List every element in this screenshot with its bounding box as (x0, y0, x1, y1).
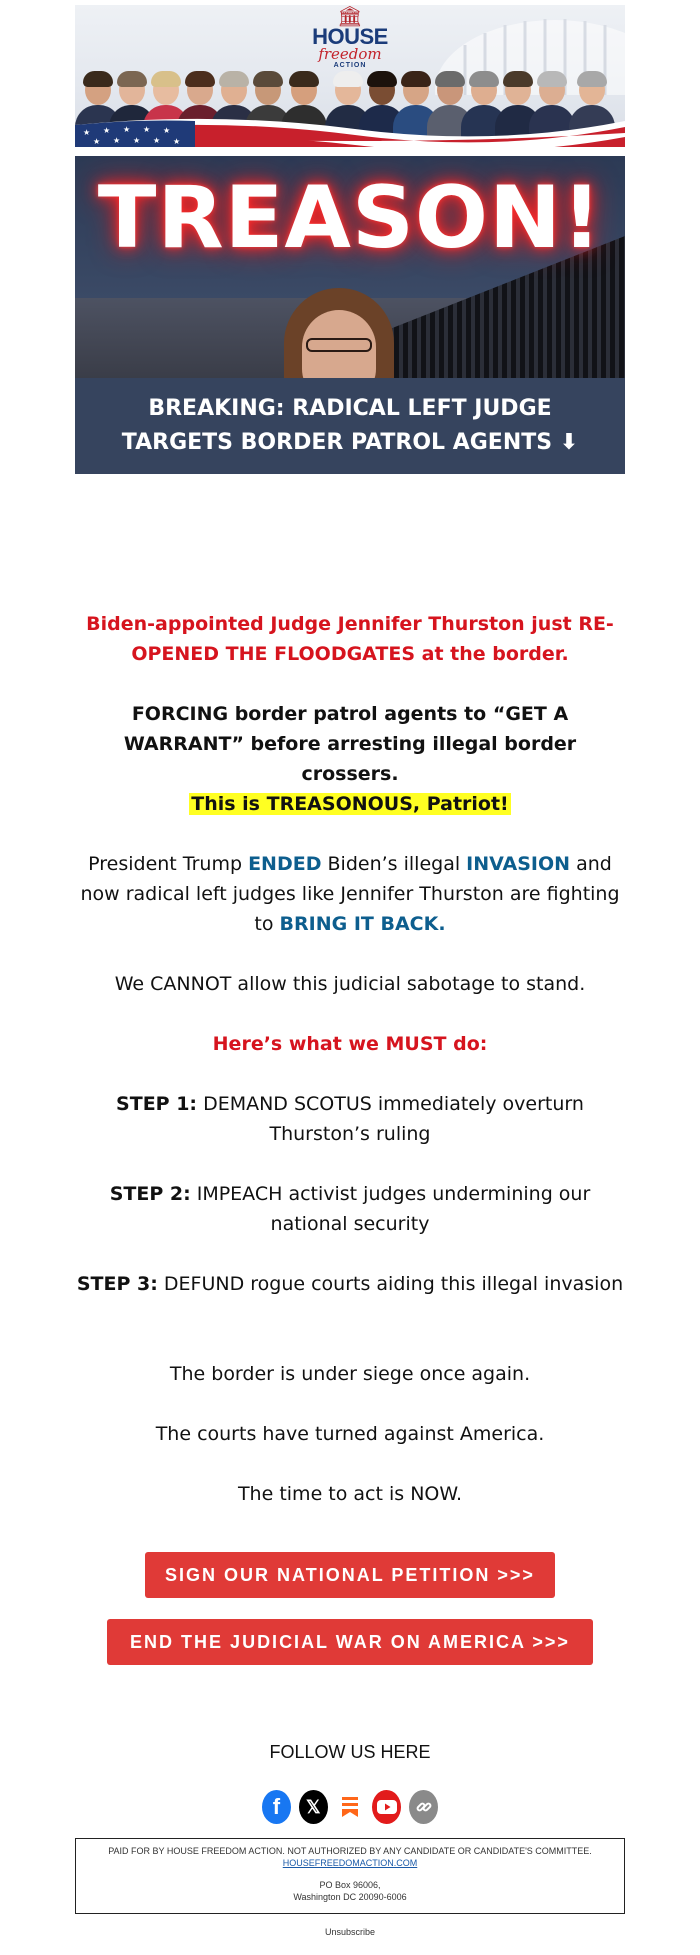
capitol-icon: 🏛 (337, 5, 363, 28)
svg-text:★: ★ (113, 136, 121, 145)
mailing-address-line1: PO Box 96006, (319, 1880, 381, 1890)
social-links (262, 1790, 438, 1824)
sabotage-paragraph: We CANNOT allow this judicial sabotage to stand. (114, 973, 586, 995)
website-link[interactable]: HOUSEFREEDOMACTION.COM (282, 1858, 418, 1868)
siege-paragraph: The border is under siege once again. (169, 1363, 531, 1385)
hero-headline: TREASON! (97, 168, 603, 268)
mailing-address-line2: Washington DC 20090-6006 (293, 1892, 407, 1902)
svg-text:★: ★ (133, 136, 141, 145)
step-2: STEP 2: IMPEACH activist judges undermining our national security (109, 1183, 591, 1235)
intro-paragraph: Biden-appointed Judge Jennifer Thurston just RE-OPENED THE FLOODGATES at the border. (86, 613, 614, 665)
act-now-paragraph: The time to act is NOW. (237, 1483, 463, 1505)
svg-text:★: ★ (153, 136, 161, 145)
svg-text:★: ★ (143, 125, 151, 134)
courts-paragraph: The courts have turned against America. (155, 1423, 545, 1445)
step-1: STEP 1: DEMAND SCOTUS immediately overturn Thurston’s ruling (116, 1093, 584, 1145)
step-3: STEP 3: DEFUND rogue courts aiding this illegal invasion (76, 1273, 624, 1295)
unsubscribe-link[interactable]: Unsubscribe (324, 1927, 376, 1937)
american-flag-graphic (75, 107, 625, 147)
svg-text:★: ★ (93, 137, 101, 146)
house-freedom-action-logo: 🏛 HOUSE freedom ACTION (310, 5, 390, 85)
youtube-icon[interactable] (372, 1790, 401, 1824)
sign-petition-button[interactable]: SIGN OUR NATIONAL PETITION >>> (145, 1552, 555, 1598)
svg-text:★: ★ (103, 126, 111, 135)
svg-text:★: ★ (173, 137, 181, 146)
svg-text:★: ★ (83, 128, 91, 137)
follow-us-heading: FOLLOW US HERE (269, 1742, 431, 1762)
end-judicial-war-button[interactable]: END THE JUDICIAL WAR ON AMERICA >>> (107, 1619, 593, 1665)
link-icon[interactable] (409, 1790, 438, 1824)
must-do-heading: Here’s what we MUST do: (212, 1033, 488, 1055)
x-icon[interactable]: 𝕏 (299, 1790, 328, 1824)
treasonous-callout: This is TREASONOUS, Patriot! (191, 793, 509, 815)
header-banner (75, 5, 625, 147)
hero-image[interactable] (75, 156, 625, 474)
substack-icon[interactable] (336, 1790, 365, 1824)
svg-text:★: ★ (163, 126, 171, 135)
invasion-paragraph: President Trump ENDED Biden’s illegal INVASION and now radical left judges like Jennifer Thurston are fighting to BRING IT BACK. (80, 853, 620, 935)
legal-disclaimer: PAID FOR BY HOUSE FREEDOM ACTION. NOT AUTHORIZED BY ANY CANDIDATE OR CANDIDATE'S COMMITTEE. HOUSEFREEDOMACTION.COM PO Box 96006, Washington DC 20090-6006 (75, 1838, 625, 1914)
warrant-paragraph: FORCING border patrol agents to “GET A WARRANT” before arresting illegal border crossers. (123, 703, 577, 785)
facebook-icon[interactable]: f (262, 1790, 291, 1824)
svg-text:★: ★ (123, 125, 131, 134)
hero-caption: BREAKING: RADICAL LEFT JUDGE TARGETS BORDER PATROL AGENTS ⬇ (75, 378, 625, 474)
